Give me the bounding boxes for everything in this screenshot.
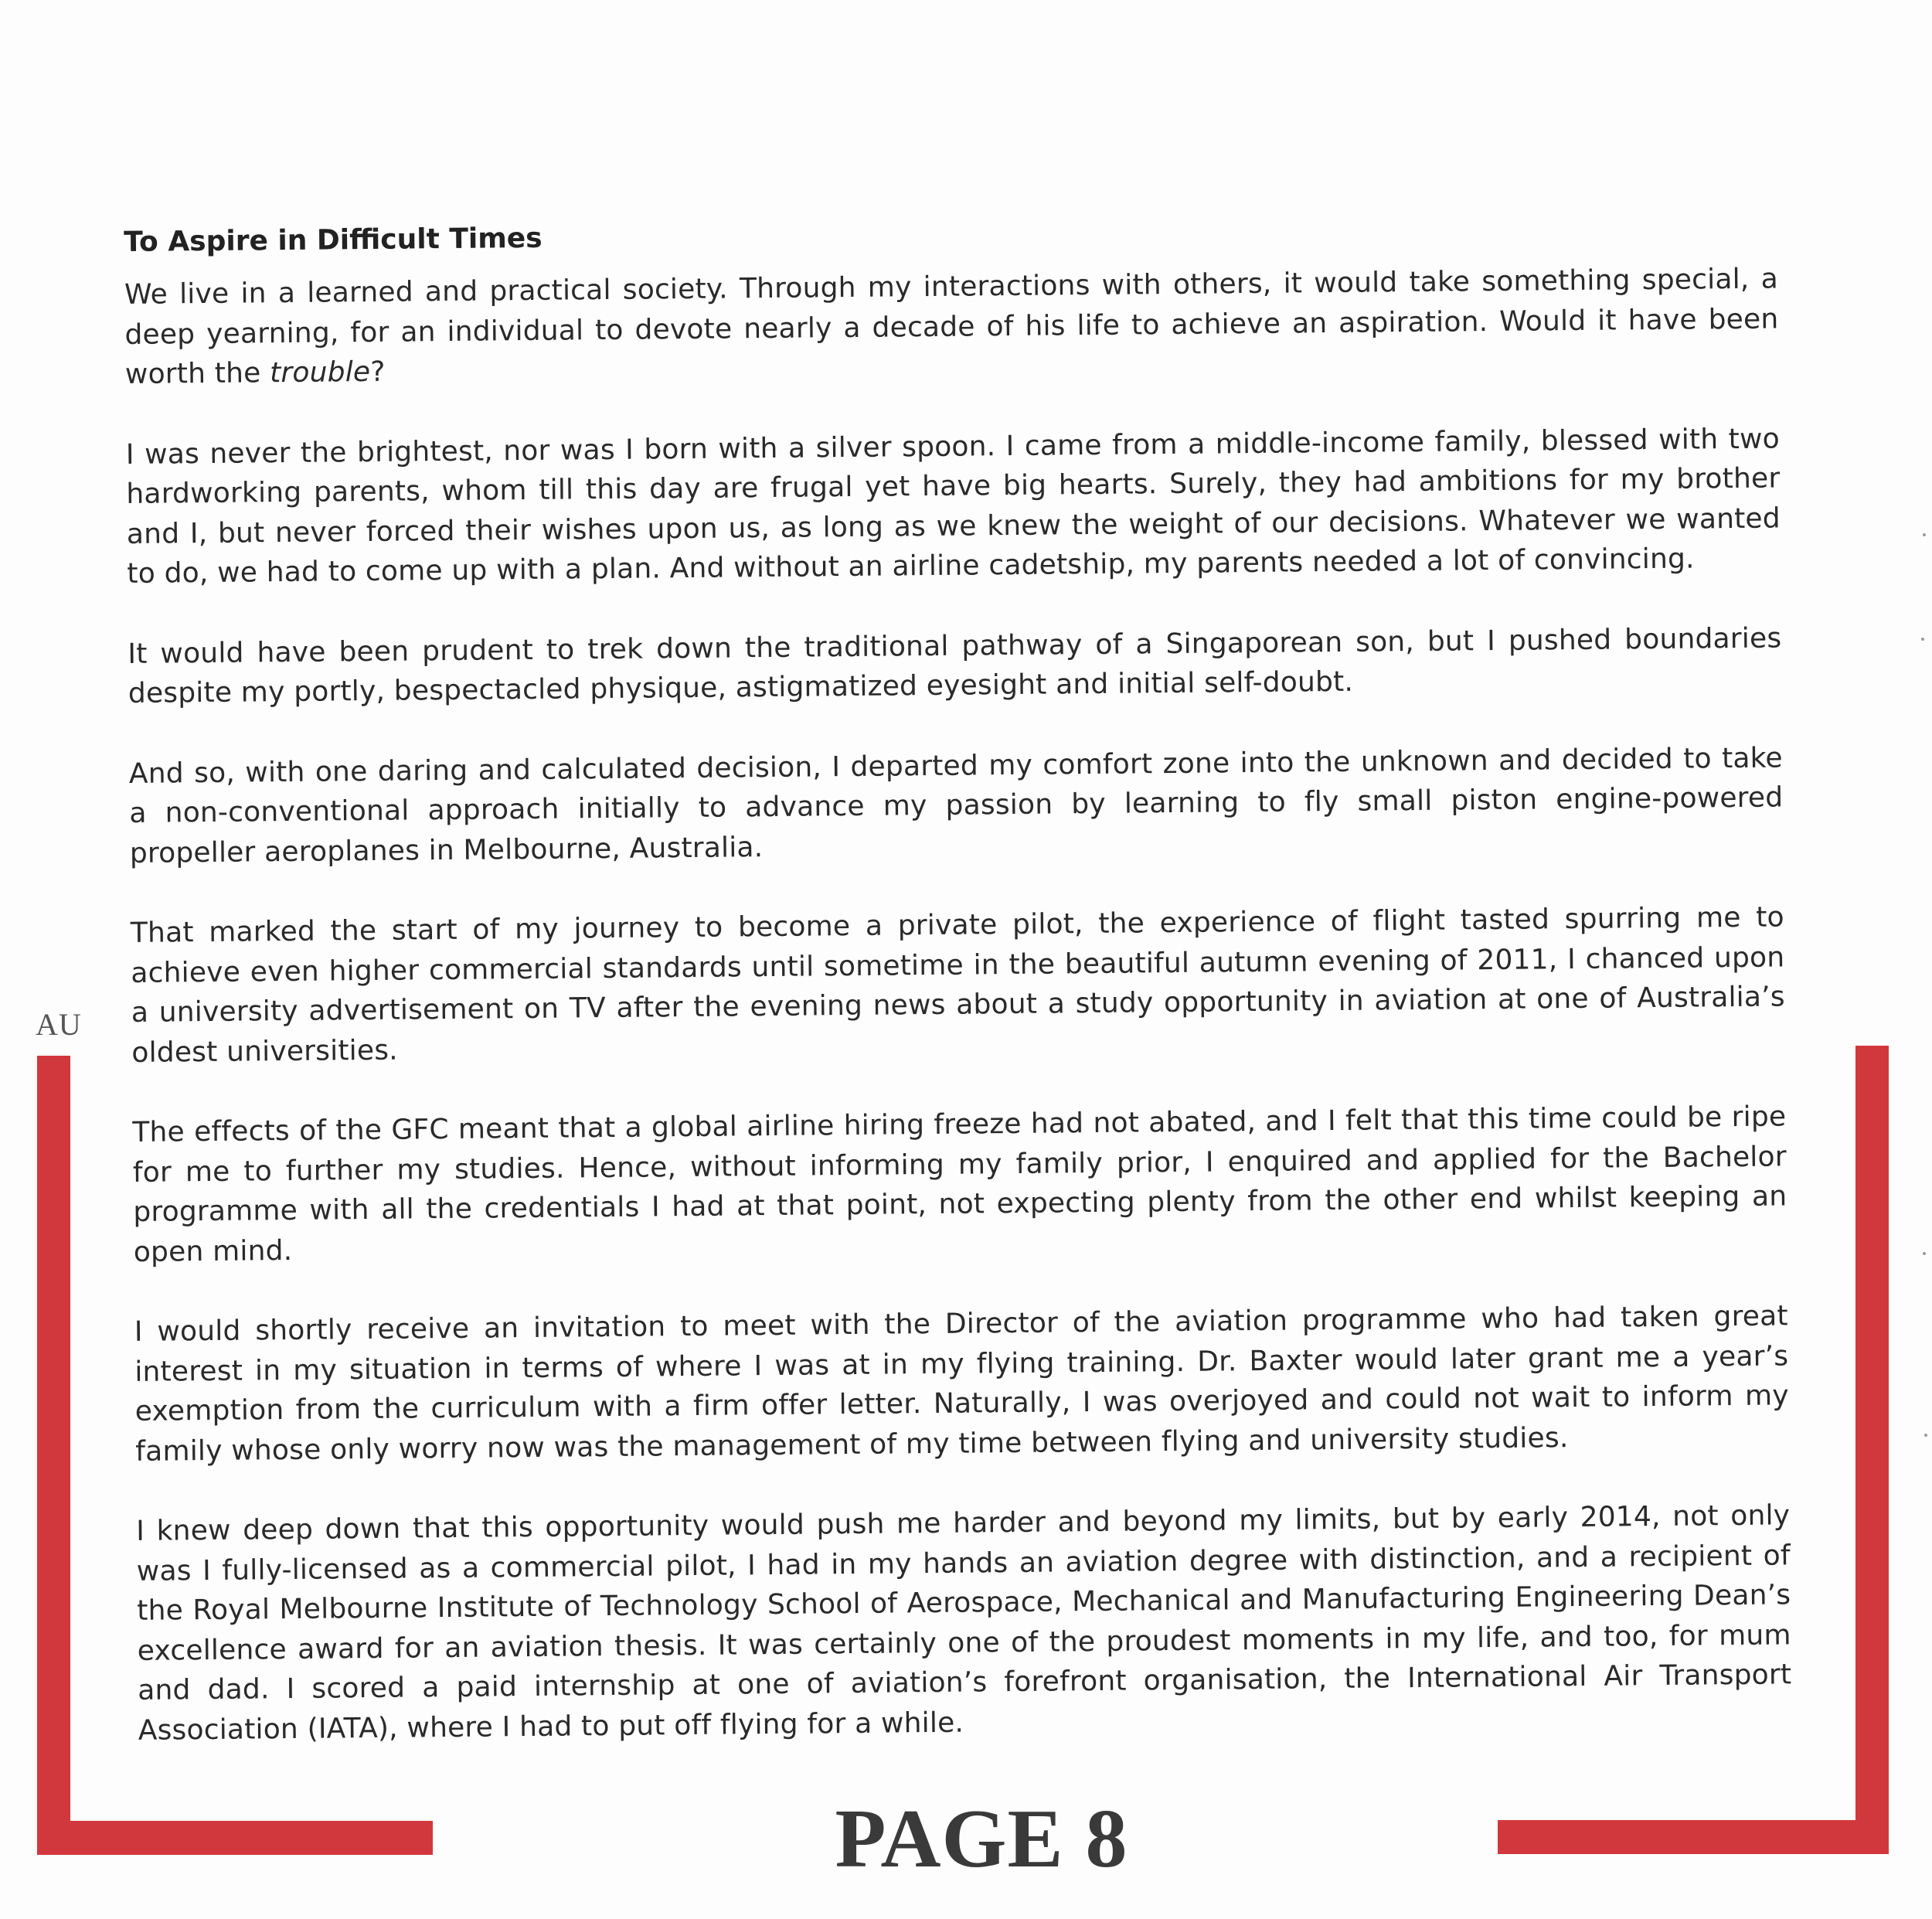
left-red-bracket-horizontal <box>37 1821 433 1855</box>
right-red-bracket-vertical <box>1855 1046 1889 1854</box>
page-number-label: PAGE 8 <box>835 1793 1128 1885</box>
paragraph-1 <box>124 259 1779 394</box>
paragraph-8: I knew deep down that this opportunity would push me harder and beyond my limits, but by early 2014, not only was I fully-licensed as a commercial pilot, I had in my hands an aviation degree with distinction, and a recipient of the Royal Melbourne Institute of Technology School of Aerospace, Mechanical and Manufacturing Engineering Dean’s excellence award for an aviation thesis. It was certainly one of the proudest moments in my life, and too, for mum and dad. I scored a paid internship at one of aviation’s forefront organisation, the International Air Transport Association (IATA), where I had to put off flying for a while. <box>136 1499 1792 1747</box>
scan-speck <box>1923 1252 1926 1255</box>
paragraph-3: It would have been prudent to trek down the traditional pathway of a Singaporean son, but I pushed boundaries despite my portly, bespectacled physique, astigmatized eyesight and initial self-doubt. <box>128 621 1782 709</box>
scan-speck <box>1921 638 1924 641</box>
paragraph-2: I was never the brightest, nor was I born with a silver spoon. I came from a middle-income family, blessed with two hardworking parents, whom till this day are frugal yet have big hearts. Surely, they had ambitions for my brother and I, but never forced their wishes upon us, as long as we knew the weight of our decisions. Whatever we wanted to do, we had to come up with a plan. And without an airline cadetship, my parents needed a lot of convincing. <box>125 422 1781 590</box>
paragraph-1-italic: trouble <box>269 356 371 390</box>
paragraph-5: That marked the start of my journey to become a private pilot, the experience of flight tasted spurring me to achieve even higher commercial standards until sometime in the beautiful autumn evening of 2011, I chanced upon a university advertisement on TV after the evening news about a study opportunity in aviation at one of Australia’s oldest universities. <box>130 901 1785 1069</box>
paragraph-6: The effects of the GFC meant that a global airline hiring freeze had not abated, and I felt that this time could be ripe for me to further my studies. Hence, without informing my family prior, I enquired and applied for the Bachelor programme with all the credentials I had at that point, not expecting plenty from the other end whilst keeping an open mind. <box>132 1101 1787 1268</box>
right-red-bracket-horizontal <box>1498 1820 1889 1854</box>
paragraph-1-end: ? <box>370 356 386 388</box>
paragraph-1-text: We live in a learned and practical society. Through my interactions with others, it would take something special, a deep yearning, for an individual to devote nearly a decade of his life to achieve an aspiration. Would it have been worth the <box>124 263 1779 390</box>
side-mark-text: AU <box>36 1007 82 1042</box>
paragraph-4: And so, with one daring and calculated decision, I departed my comfort zone into the unknown and decided to take a non-conventional approach initially to advance my passion by learning to fly small piston engine-powered propeller aeroplanes in Melbourne, Australia. <box>128 741 1784 869</box>
article-title: To Aspire in Difficult Times <box>124 222 543 258</box>
scan-speck <box>1924 1434 1927 1437</box>
paragraph-7: I would shortly receive an invitation to meet with the Director of the aviation programme who had taken great interest in my situation in terms of where I was at in my flying training. Dr. Baxter would later grant me a year’s exemption from the curriculum with a firm offer letter. Naturally, I was overjoyed and could not wait to inform my family whose only worry now was the management of my time between flying and university studies. <box>134 1300 1789 1468</box>
scan-speck <box>1923 533 1926 536</box>
article <box>124 202 1792 1790</box>
left-red-bracket-vertical <box>37 1056 70 1855</box>
